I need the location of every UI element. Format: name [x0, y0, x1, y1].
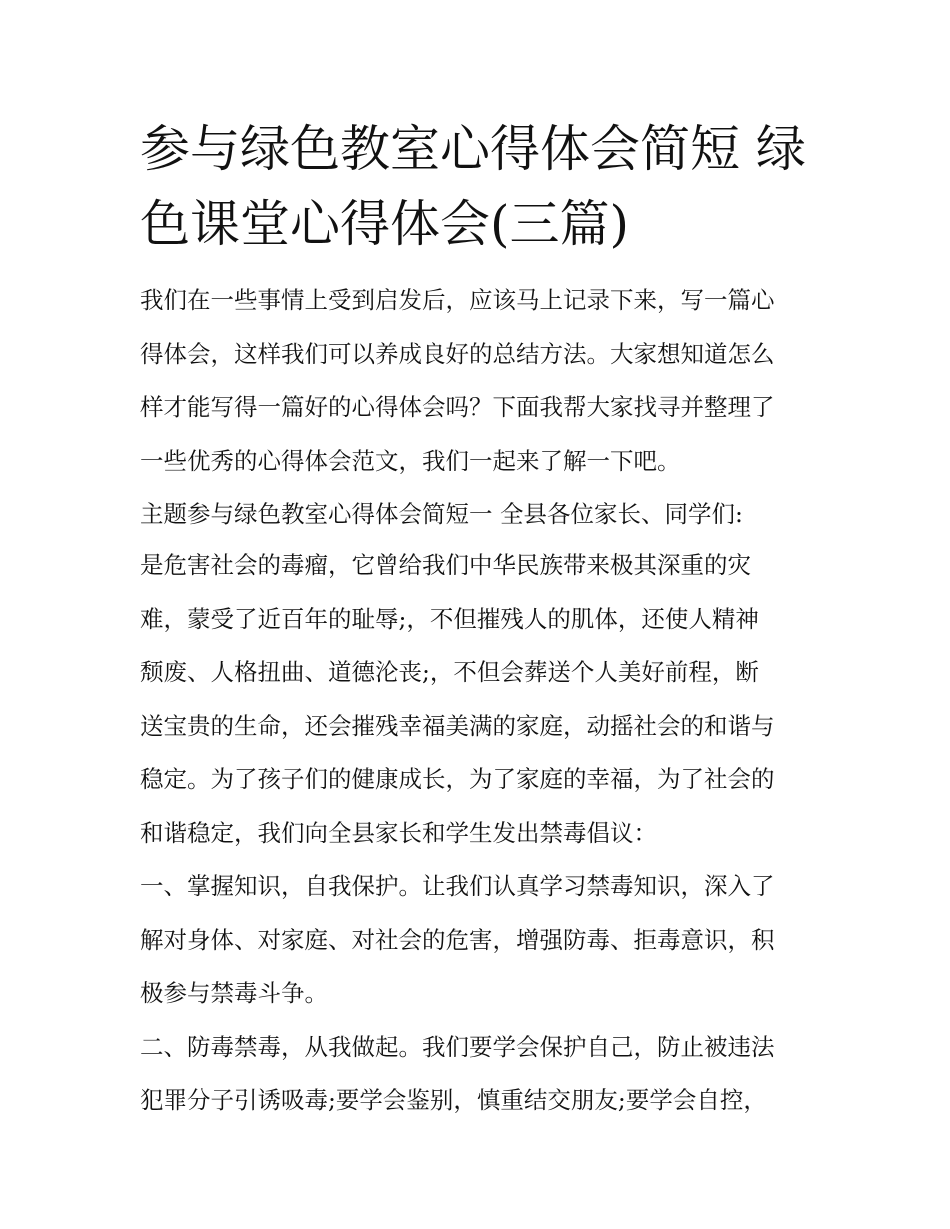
- text-line: 解对身体、对家庭、对社会的危害，增强防毒、拒毒意识，积: [140, 925, 775, 954]
- text-line: 一些优秀的心得体会范文，我们一起来了解一下吧。: [140, 446, 681, 475]
- text-line: 颓废、人格扭曲、道德沦丧;，不但会葬送个人美好前程，断: [140, 658, 759, 686]
- text-line: 是危害社会的毒瘤，它曾给我们中华民族带来极其深重的灾: [140, 551, 751, 579]
- title-line-2: 色课堂心得体会(三篇): [140, 195, 630, 253]
- text-line: 犯罪分子引诱吸毒;要学会鉴别，慎重结交朋友;要学会自控，: [140, 1086, 767, 1114]
- document-body: [140, 281, 830, 1119]
- text-line: 送宝贵的生命，还会摧残幸福美满的家庭，动摇社会的和谐与: [140, 711, 775, 740]
- document-title: [140, 112, 820, 262]
- text-line: 样才能写得一篇好的心得体会吗？下面我帮大家找寻并整理了: [140, 393, 775, 421]
- text-line: 稳定。为了孩子们的健康成长，为了家庭的幸福，为了社会的: [140, 765, 775, 793]
- title-line-1: 参与绿色教室心得体会简短 绿: [140, 120, 806, 178]
- text-line: 难，蒙受了近百年的耻辱;，不但摧残人的肌体，还使人精神: [140, 604, 759, 633]
- text-line: 极参与禁毒斗争。: [140, 979, 328, 1007]
- text-line: 二、防毒禁毒，从我做起。我们要学会保护自己，防止被违法: [140, 1032, 775, 1061]
- text-line: 主题参与绿色教室心得体会简短一 全县各位家长、同学们:: [140, 500, 743, 528]
- text-line: 和谐稳定，我们向全县家长和学生发出禁毒倡议：: [140, 818, 657, 847]
- text-line: 一、掌握知识，自我保护。让我们认真学习禁毒知识，深入了: [140, 872, 775, 900]
- text-line: 得体会，这样我们可以养成良好的总结方法。大家想知道怎么: [140, 339, 775, 368]
- text-line: 我们在一些事情上受到启发后，应该马上记录下来，写一篇心: [140, 286, 775, 314]
